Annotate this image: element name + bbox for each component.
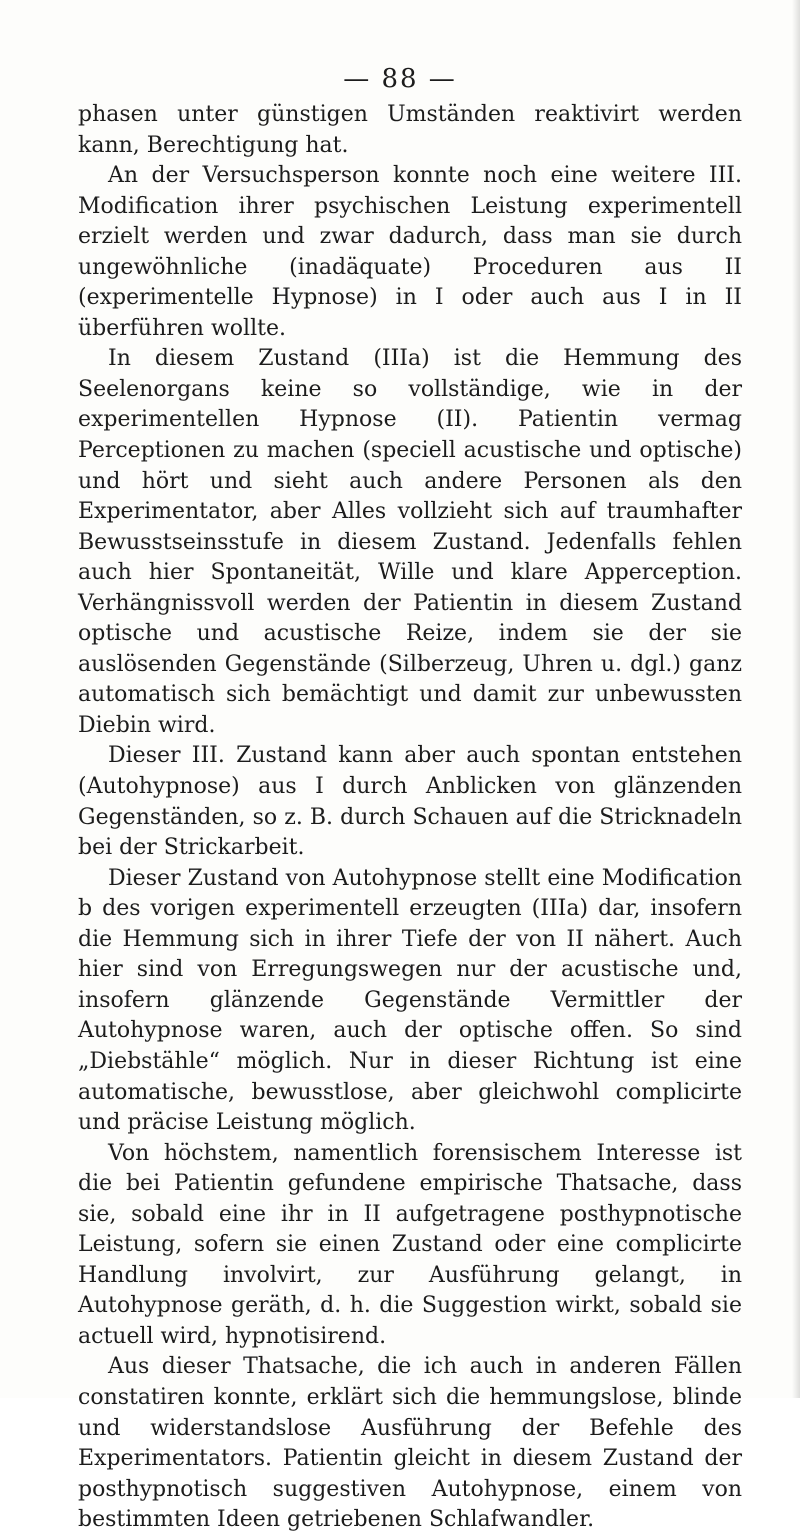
paragraph-4: Dieser III. Zustand kann aber auch spontan entstehen (Autohypnose) aus I durch Anblicken von glänzenden Gegenständen, so z. B. durch Schauen auf die Stricknadeln bei der Strickarbeit. [78, 743, 742, 861]
paragraph-5: Dieser Zustand von Autohypnose stellt eine Modification b des vorigen experimentell erzeugten (IIIa) dar, insofern die Hemmung sich in ihrer Tiefe der von II nähert. Auch hier sind von Erregungswegen nur der acustische und, insofern glänzende Gegenstände Vermittler der Autohypnose waren, auch der optische offen. So sind „Diebstähle“ möglich. Nur in dieser Richtung ist eine automatische, bewusstlose, aber gleichwohl complicirte und präcise Leistung möglich. [78, 865, 742, 1136]
paragraph-1: phasen unter günstigen Umständen reaktivirt werden kann, Berechtigung hat. [78, 102, 742, 158]
body-text [78, 100, 742, 1536]
page-edge-shadow [792, 0, 800, 1398]
paragraph-2: An der Versuchsperson konnte noch eine weitere III. Modification ihrer psychischen Leistung experimentell erzielt werden und zwar dadurch, dass man sie durch ungewöhnliche (inadäquate) Proceduren aus II (experimentelle Hypnose) in I oder auch aus I in II überführen wollte. [78, 163, 742, 341]
paragraph-7: Aus dieser Thatsache, die ich auch in anderen Fällen constatiren konnte, erklärt sich die hemmungslose, blinde und widerstandslose Ausführung der Befehle des Experimentators. Patientin gleicht in diesem Zustand der posthypnotisch suggestiven Autohypnose, einem von bestimmten Ideen getriebenen Schlafwandler. [78, 1354, 742, 1533]
page-number: — 88 — [343, 64, 457, 94]
paragraph-6: Von höchstem, namentlich forensischem Interesse ist die bei Patientin gefundene empirische Thatsache, dass sie, sobald eine ihr in II aufgetragene posthypnotische Leistung, sofern sie einen Zustand oder eine complicirte Handlung involvirt, zur Ausführung gelangt, in Autohypnose geräth, d. h. die Suggestion wirkt, sobald sie actuell wird, hypnotisirend. [78, 1140, 742, 1349]
paragraph-3: In diesem Zustand (IIIa) ist die Hemmung des Seelenorgans keine so vollständige, wie in der experimentellen Hypnose (II). Patientin vermag Perceptionen zu machen (speciell acustische und optische) und hört und sieht auch andere Personen als den Experimentator, aber Alles vollzieht sich auf traumhafter Bewusstseinsstufe in diesem Zustand. Jedenfalls fehlen auch hier Spontaneität, Wille und klare Apperception. Verhängnissvoll werden der Patientin in diesem Zustand optische und acustische Reize, indem sie der sie auslösenden Gegenstände (Silberzeug, Uhren u. dgl.) ganz automatisch sich bemächtigt und damit zur unbewussten Diebin wird. [78, 346, 742, 738]
